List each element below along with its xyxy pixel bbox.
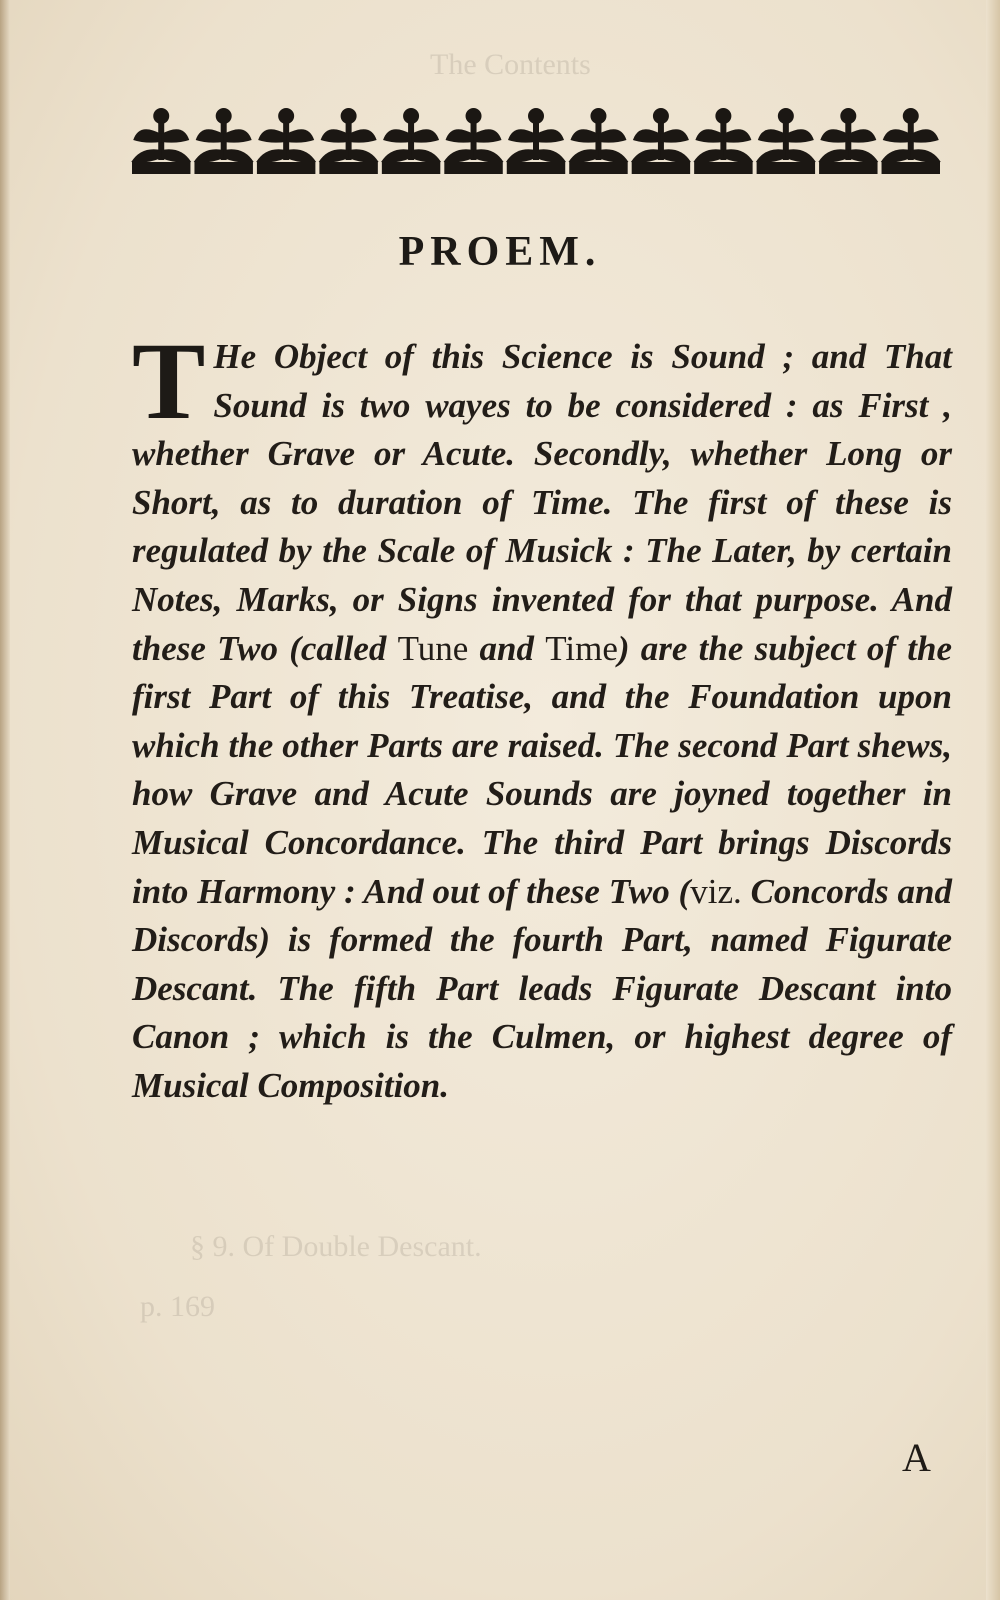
fleuron-unit — [818, 108, 878, 174]
header-ornament-band — [130, 100, 942, 178]
term-tune: Tune — [397, 628, 469, 668]
fleuron-unit — [319, 108, 379, 174]
fleuron-icon — [130, 100, 942, 178]
term-time: Time — [545, 628, 618, 668]
fleuron-unit — [444, 108, 504, 174]
fleuron-unit — [756, 108, 816, 174]
page-title: PROEM. — [398, 229, 602, 275]
fleuron-unit — [568, 108, 628, 174]
bleed-through-text: The Contents — [430, 48, 591, 81]
text-segment-2: ) are the subject of the first Part of this Treatise, and the Foundation upon which the other Parts are raised. The second Part shews, how Grave and Acute Sounds are joyned together in Musical Concordance. The third Part brings Discords into Harmony : And out of these Two ( — [132, 628, 952, 911]
proem-paragraph — [132, 320, 952, 1111]
drop-cap: T — [132, 320, 206, 442]
text-conjunction: and — [468, 628, 546, 668]
text-segment-3: Concords and Discords) is formed the fourth Part, named Figurate Descant. The fifth Part leads Figurate Descant into Canon ; which is the Culmen, or highest degree of Musical Composition. — [132, 871, 952, 1105]
fleuron-unit — [506, 108, 566, 174]
fleuron-unit — [194, 108, 254, 174]
bleed-through-text: p. 169 — [140, 1290, 215, 1323]
abbrev-viz: viz. — [690, 871, 742, 911]
fleuron-unit — [131, 108, 191, 174]
fleuron-unit — [881, 108, 941, 174]
signature-mark: A — [902, 1435, 931, 1480]
fleuron-unit — [256, 108, 316, 174]
bleed-through-text: § 9. Of Double Descant. — [190, 1230, 482, 1263]
fleuron-unit — [381, 108, 441, 174]
fleuron-unit — [631, 108, 691, 174]
fleuron-unit — [693, 108, 753, 174]
text-segment-1: He Object of this Science is Sound ; and That Sound is two wayes to be considered : as First , whether Grave or Acute. Secondly, whether Long or Short, as to duration of Time. The first of these is regulated by the Scale of Musick : The Later, by certain Notes, Marks, or Signs invented for that purpose. And these Two (called — [132, 337, 952, 668]
